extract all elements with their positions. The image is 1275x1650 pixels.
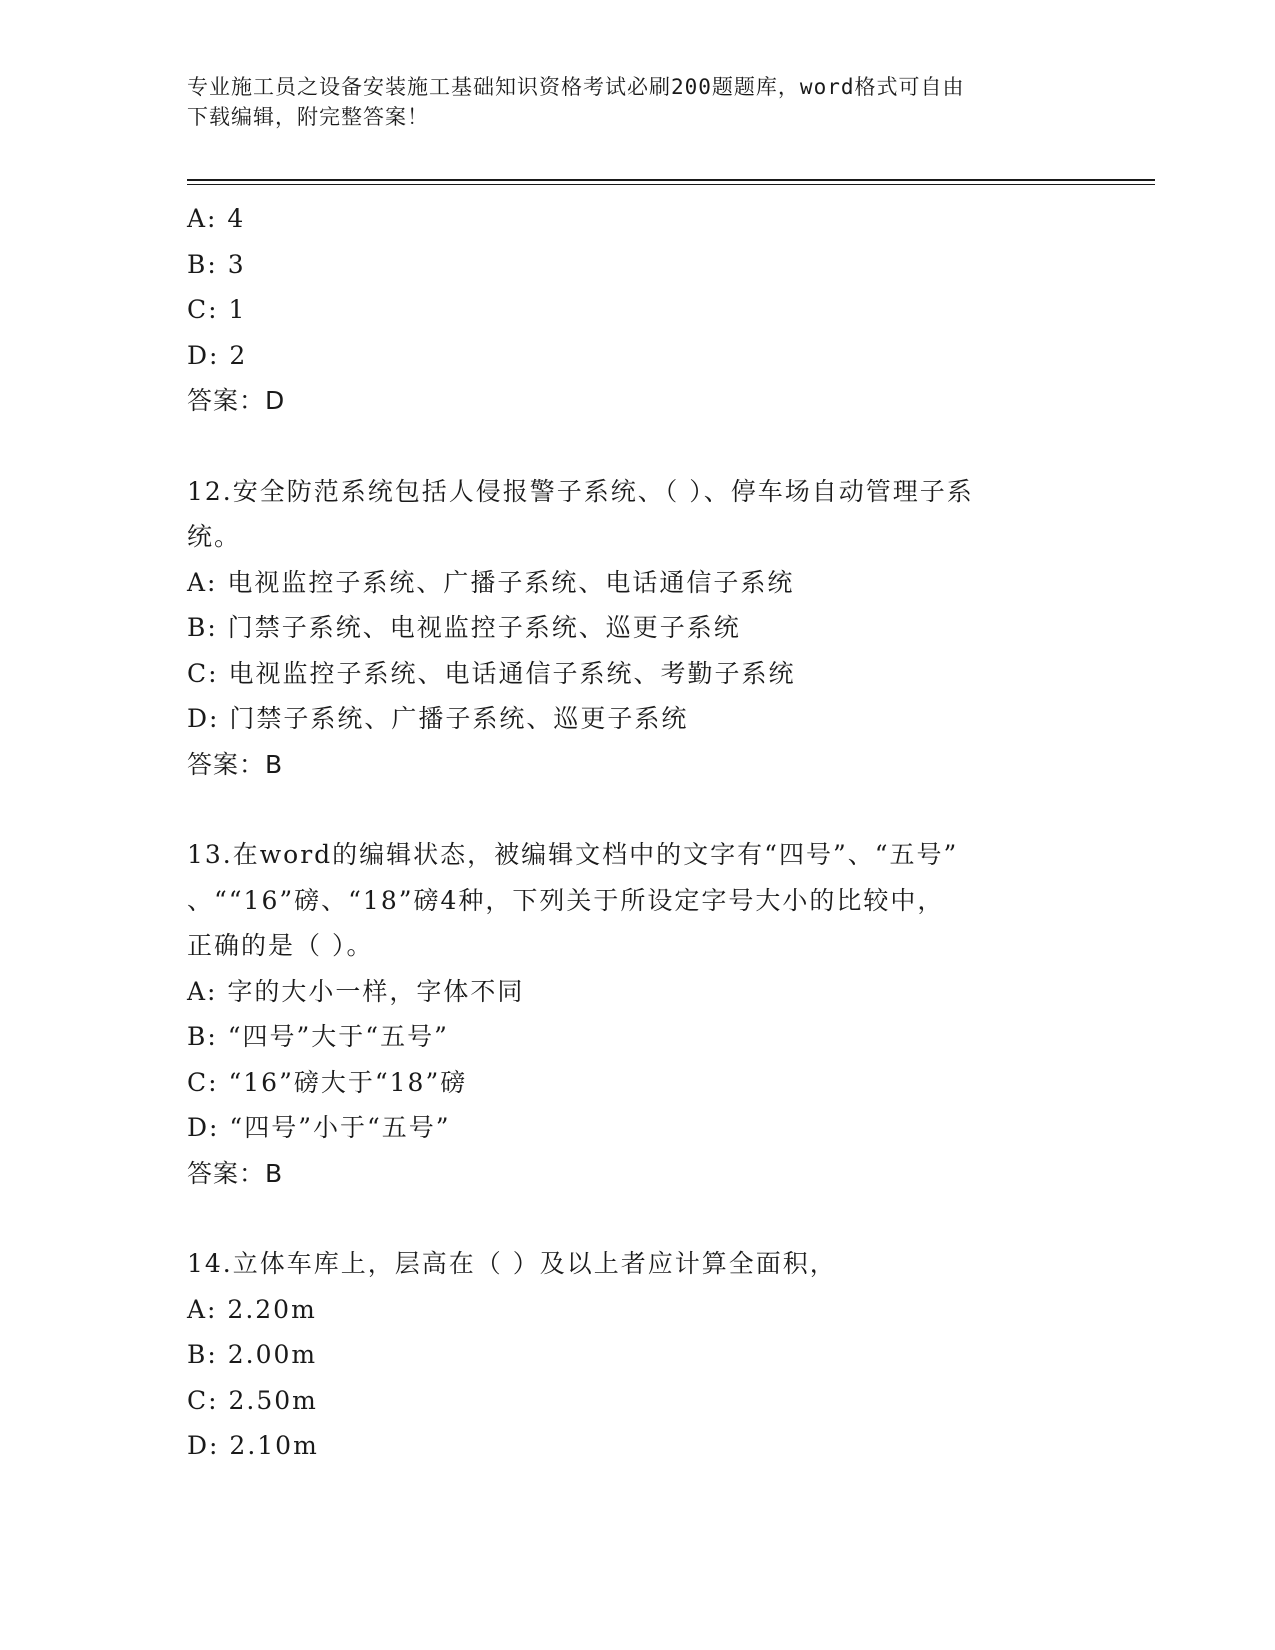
question-block: [187, 1241, 1087, 1469]
option-d: D: “四号”小于“五号”: [187, 1113, 451, 1142]
option-a: A: 字的大小一样，字体不同: [187, 976, 525, 1006]
question-text: 统。: [187, 522, 242, 551]
option-b: B: 3: [187, 249, 246, 279]
question-text: 正确的是（ ）。: [187, 931, 374, 960]
question-block: [187, 832, 1087, 1196]
header-divider: [187, 179, 1155, 181]
question-block: [187, 196, 1087, 424]
question-text: 14.立体车库上，层高在（ ）及以上者应计算全面积，: [187, 1249, 837, 1278]
header-line-1: 专业施工员之设备安装施工基础知识资格考试必刷200题题库，word格式可自由: [187, 75, 965, 99]
option-d: D: 门禁子系统、广播子系统、巡更子系统: [187, 704, 689, 733]
answer: 答案：B: [187, 749, 284, 779]
option-c: C: 电视监控子系统、电话通信子系统、考勤子系统: [187, 658, 796, 688]
answer: 答案：D: [187, 386, 286, 415]
option-c: C: 1: [187, 295, 247, 324]
question-text: 12.安全防范系统包括人侵报警子系统、（ ）、停车场自动管理子系: [187, 476, 974, 506]
question-text: 13.在word的编辑状态，被编辑文档中的文字有“四号”、“五号”: [187, 840, 959, 869]
option-c: C: 2.50m: [187, 1385, 318, 1415]
question-list: [187, 196, 1087, 1469]
option-d: D: 2: [187, 340, 248, 370]
option-a: A: 2.20m: [187, 1294, 317, 1324]
question-text: 、““16”磅、“18”磅4种，下列关于所设定字号大小的比较中，: [187, 885, 945, 915]
header-line-2: 下载编辑，附完整答案！: [187, 105, 429, 129]
document-header: [187, 72, 1067, 132]
option-c: C: “16”磅大于“18”磅: [187, 1067, 468, 1097]
option-b: B: 门禁子系统、电视监控子系统、巡更子系统: [187, 613, 741, 642]
option-b: B: 2.00m: [187, 1340, 318, 1369]
option-a: A: 电视监控子系统、广播子系统、电话通信子系统: [187, 567, 795, 597]
option-a: A: 4: [187, 204, 246, 233]
option-d: D: 2.10m: [187, 1431, 319, 1460]
header-divider-thin: [187, 184, 1155, 185]
option-b: B: “四号”大于“五号”: [187, 1022, 449, 1051]
question-block: [187, 469, 1087, 788]
answer: 答案：B: [187, 1158, 284, 1188]
